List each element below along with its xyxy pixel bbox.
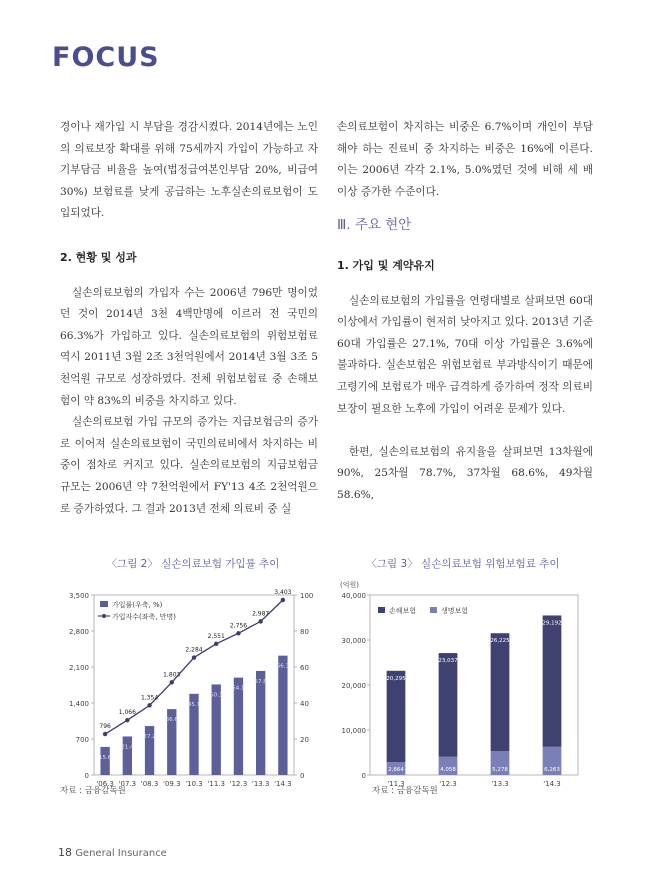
line-data-label: 1,354 <box>140 694 159 702</box>
y-tick-label: 0 <box>361 772 366 780</box>
legend-life-swatch <box>430 607 437 613</box>
y-tick-label: 10,000 <box>341 727 366 735</box>
bar-8 <box>278 656 287 775</box>
paragraph: 실손의료보험 가입 규모의 증가는 지급보험금의 증가로 이어져 실손의료보험이 국민의료비에서 차지하는 비중이 점차로 커지고 있다. 실손의료보험의 지급보험금 규모는 2006년 약 7천억원에서 FY'13 4조 2천억원으로 증가하였다. 그 결과 2013년 전체 의료비 중 실 <box>60 416 318 515</box>
y-tick-label: 40,000 <box>341 592 366 600</box>
legend-bar-label: 가입률(우축, %) <box>112 601 163 609</box>
bar-data-label: 6,263 <box>544 767 560 773</box>
line-data-label: 1,803 <box>163 671 181 679</box>
figure-source: 자료 : 금융감독원 <box>60 786 126 796</box>
y-left-tick-label: 2,800 <box>68 628 89 636</box>
y-left-tick-label: 2,100 <box>68 664 89 672</box>
paragraph: 실손의료보험의 가입률을 연령대별로 살펴보면 60대 이상에서 가입률이 현저히 낮아지고 있다. 2013년 기준 60대 가입률은 27.1%, 70대 이상 가입률은 3.6%에 불과하다. 실손보험은 위험보험료 부과방식이기 때문에 고령기에 보험료가 매우 급격하게 증가하여 정작 의료비 보장이 필요한 노후에 가입이 어려운 문제가 있다. <box>337 294 593 415</box>
bar-6 <box>234 678 243 775</box>
y-right-tick-label: 60 <box>300 664 309 672</box>
line-data-label: 3,403 <box>274 588 292 596</box>
x-tick-label: '13.3 <box>251 780 270 788</box>
line-data-label: 1,066 <box>118 709 136 717</box>
legend-nonlife-label: 손해보험 <box>389 607 417 615</box>
y-left-tick-label: 3,500 <box>68 592 89 600</box>
figure-title: 〈그림 2〉 실손의료보험 가입률 추이 <box>106 558 280 570</box>
publication-name: General Insurance <box>75 848 167 859</box>
legend-life-label: 생명보험 <box>441 607 469 615</box>
legend-line-marker <box>102 614 106 618</box>
line-point-7 <box>258 619 262 623</box>
bar-nonlife-2 <box>491 633 510 751</box>
y-right-tick-label: 40 <box>300 700 309 708</box>
line-point-1 <box>125 718 129 722</box>
line-point-8 <box>281 598 285 602</box>
line-data-label: 2,284 <box>185 646 203 654</box>
line-point-0 <box>103 732 107 736</box>
paragraph: 실손의료보험의 가입자 수는 2006년 796만 명이었던 것이 2014년 3천 4백만명에 이르러 전 국민의 66.3%가 가입하고 있다. 실손의료보험의 위험보험료 역시 2011년 3월 2조 3천억원에서 2014년 3월 3조 5천억원 규모로 성장하였다. 전체 위험보험료 중 손해보험이 약 83%의 비중을 차지하고 있다. <box>60 286 318 407</box>
bar-data-label: 50.3 <box>210 692 223 699</box>
line-data-label: 2,756 <box>229 622 248 630</box>
figure-2 <box>58 556 328 803</box>
bar-data-label: 23,037 <box>438 658 458 665</box>
subscription-rate-chart <box>58 577 328 799</box>
line-data-label: 796 <box>99 723 111 731</box>
paragraph: 한편, 실손의료보험의 유지율을 살펴보면 13차월에 90%, 25차월 78.7%, 37차월 68.6%, 49차월 58.6%, <box>337 445 593 501</box>
bar-data-label: 5,278 <box>492 767 508 773</box>
right-column <box>337 117 593 507</box>
y-tick-label: 20,000 <box>341 682 366 690</box>
bar-nonlife-3 <box>543 615 562 746</box>
bar-data-label: 57.8 <box>254 678 267 685</box>
legend-nonlife-swatch <box>378 607 385 613</box>
bar-data-label: 2,864 <box>388 767 404 773</box>
y-right-tick-label: 20 <box>300 736 309 744</box>
legend-bar-swatch <box>100 601 108 607</box>
paragraph: 경이나 재가입 시 부담을 경감시켰다. 2014년에는 노인의 의료보장 확대를 위해 75세까지 가입이 가능하고 자기부담금 비율을 높여(법정급여본인부담 20%, 비급여 30%) 보험료를 낮게 공급하는 노후실손의료보험이 도입되었다. <box>60 121 318 220</box>
bar-data-label: 20,295 <box>386 675 406 682</box>
bar-7 <box>256 671 265 775</box>
bar-data-label: 45.1 <box>187 701 201 708</box>
bar-data-label: 66.3 <box>276 663 290 670</box>
y-tick-label: 30,000 <box>341 637 366 645</box>
bar-data-label: 21.4 <box>121 744 134 751</box>
x-tick-label: '09.3 <box>163 780 181 788</box>
section-title: Ⅲ. 주요 현안 <box>337 217 412 234</box>
bar-1 <box>123 736 132 775</box>
x-tick-label: '06.3 <box>96 780 114 788</box>
line-point-5 <box>214 642 218 646</box>
x-tick-label: '07.3 <box>118 780 137 788</box>
x-tick-label: '12.3 <box>439 780 457 788</box>
y-left-tick-label: 700 <box>75 736 89 744</box>
page-footer <box>58 846 167 859</box>
y-unit-label: (억원) <box>340 581 359 589</box>
page-number: 18 <box>58 846 72 859</box>
y-left-tick-label: 1,400 <box>68 700 89 708</box>
section-heading: 2. 현황 및 성과 <box>60 250 137 264</box>
focus-logo <box>52 42 162 78</box>
x-tick-label: '12.3 <box>229 780 248 788</box>
x-tick-label: '13.3 <box>491 780 509 788</box>
y-right-tick-label: 80 <box>300 628 309 636</box>
y-left-tick-label: 0 <box>84 772 89 780</box>
line-data-label: 2,987 <box>252 610 270 618</box>
x-tick-label: '14.3 <box>543 780 561 788</box>
x-tick-label: '08.3 <box>140 780 159 788</box>
bar-data-label: 26,225 <box>490 638 510 645</box>
paragraph: 손의료보험이 차지하는 비중은 6.7%이며 개인이 부담해야 하는 진료비 중 차지하는 비중은 16%에 이른다. 이는 2006년 각각 2.1%, 5.0%였던 것에 비해 세 배 이상 증가한 수준이다. <box>337 121 593 198</box>
logo-word: FOCUS <box>52 42 160 73</box>
bar-data-label: 54.1 <box>232 685 245 692</box>
line-point-3 <box>170 680 174 684</box>
figure-source: 자료 : 금융감독원 <box>372 786 438 796</box>
bar-data-label: 29,192 <box>542 620 562 627</box>
bar-data-label: 4,058 <box>440 767 456 773</box>
y-right-tick-label: 100 <box>300 592 314 600</box>
left-column <box>60 117 318 520</box>
section-heading: 1. 가입 및 계약유지 <box>337 258 435 272</box>
x-tick-label: '11.3 <box>387 780 405 788</box>
bar-nonlife-0 <box>387 671 406 762</box>
line-point-2 <box>147 703 151 707</box>
bar-0 <box>100 747 109 775</box>
line-point-4 <box>192 655 196 659</box>
figure-3 <box>338 556 588 803</box>
bar-data-label: 27.2 <box>143 734 156 741</box>
risk-premium-chart <box>338 577 588 799</box>
line-point-6 <box>236 631 240 635</box>
x-tick-label: '10.3 <box>185 780 203 788</box>
bar-data-label: 36.6 <box>165 717 178 724</box>
x-tick-label: '14.3 <box>274 780 292 788</box>
bar-nonlife-1 <box>439 653 458 757</box>
bar-data-label: 15.6 <box>98 754 112 761</box>
legend-line-label: 가입자수(좌축, 만명) <box>112 613 177 621</box>
figure-title: 〈그림 3〉 실손의료보험 위험보험료 추이 <box>366 558 560 570</box>
x-tick-label: '11.3 <box>207 780 225 788</box>
line-data-label: 2,551 <box>207 632 225 640</box>
y-right-tick-label: 0 <box>300 772 305 780</box>
